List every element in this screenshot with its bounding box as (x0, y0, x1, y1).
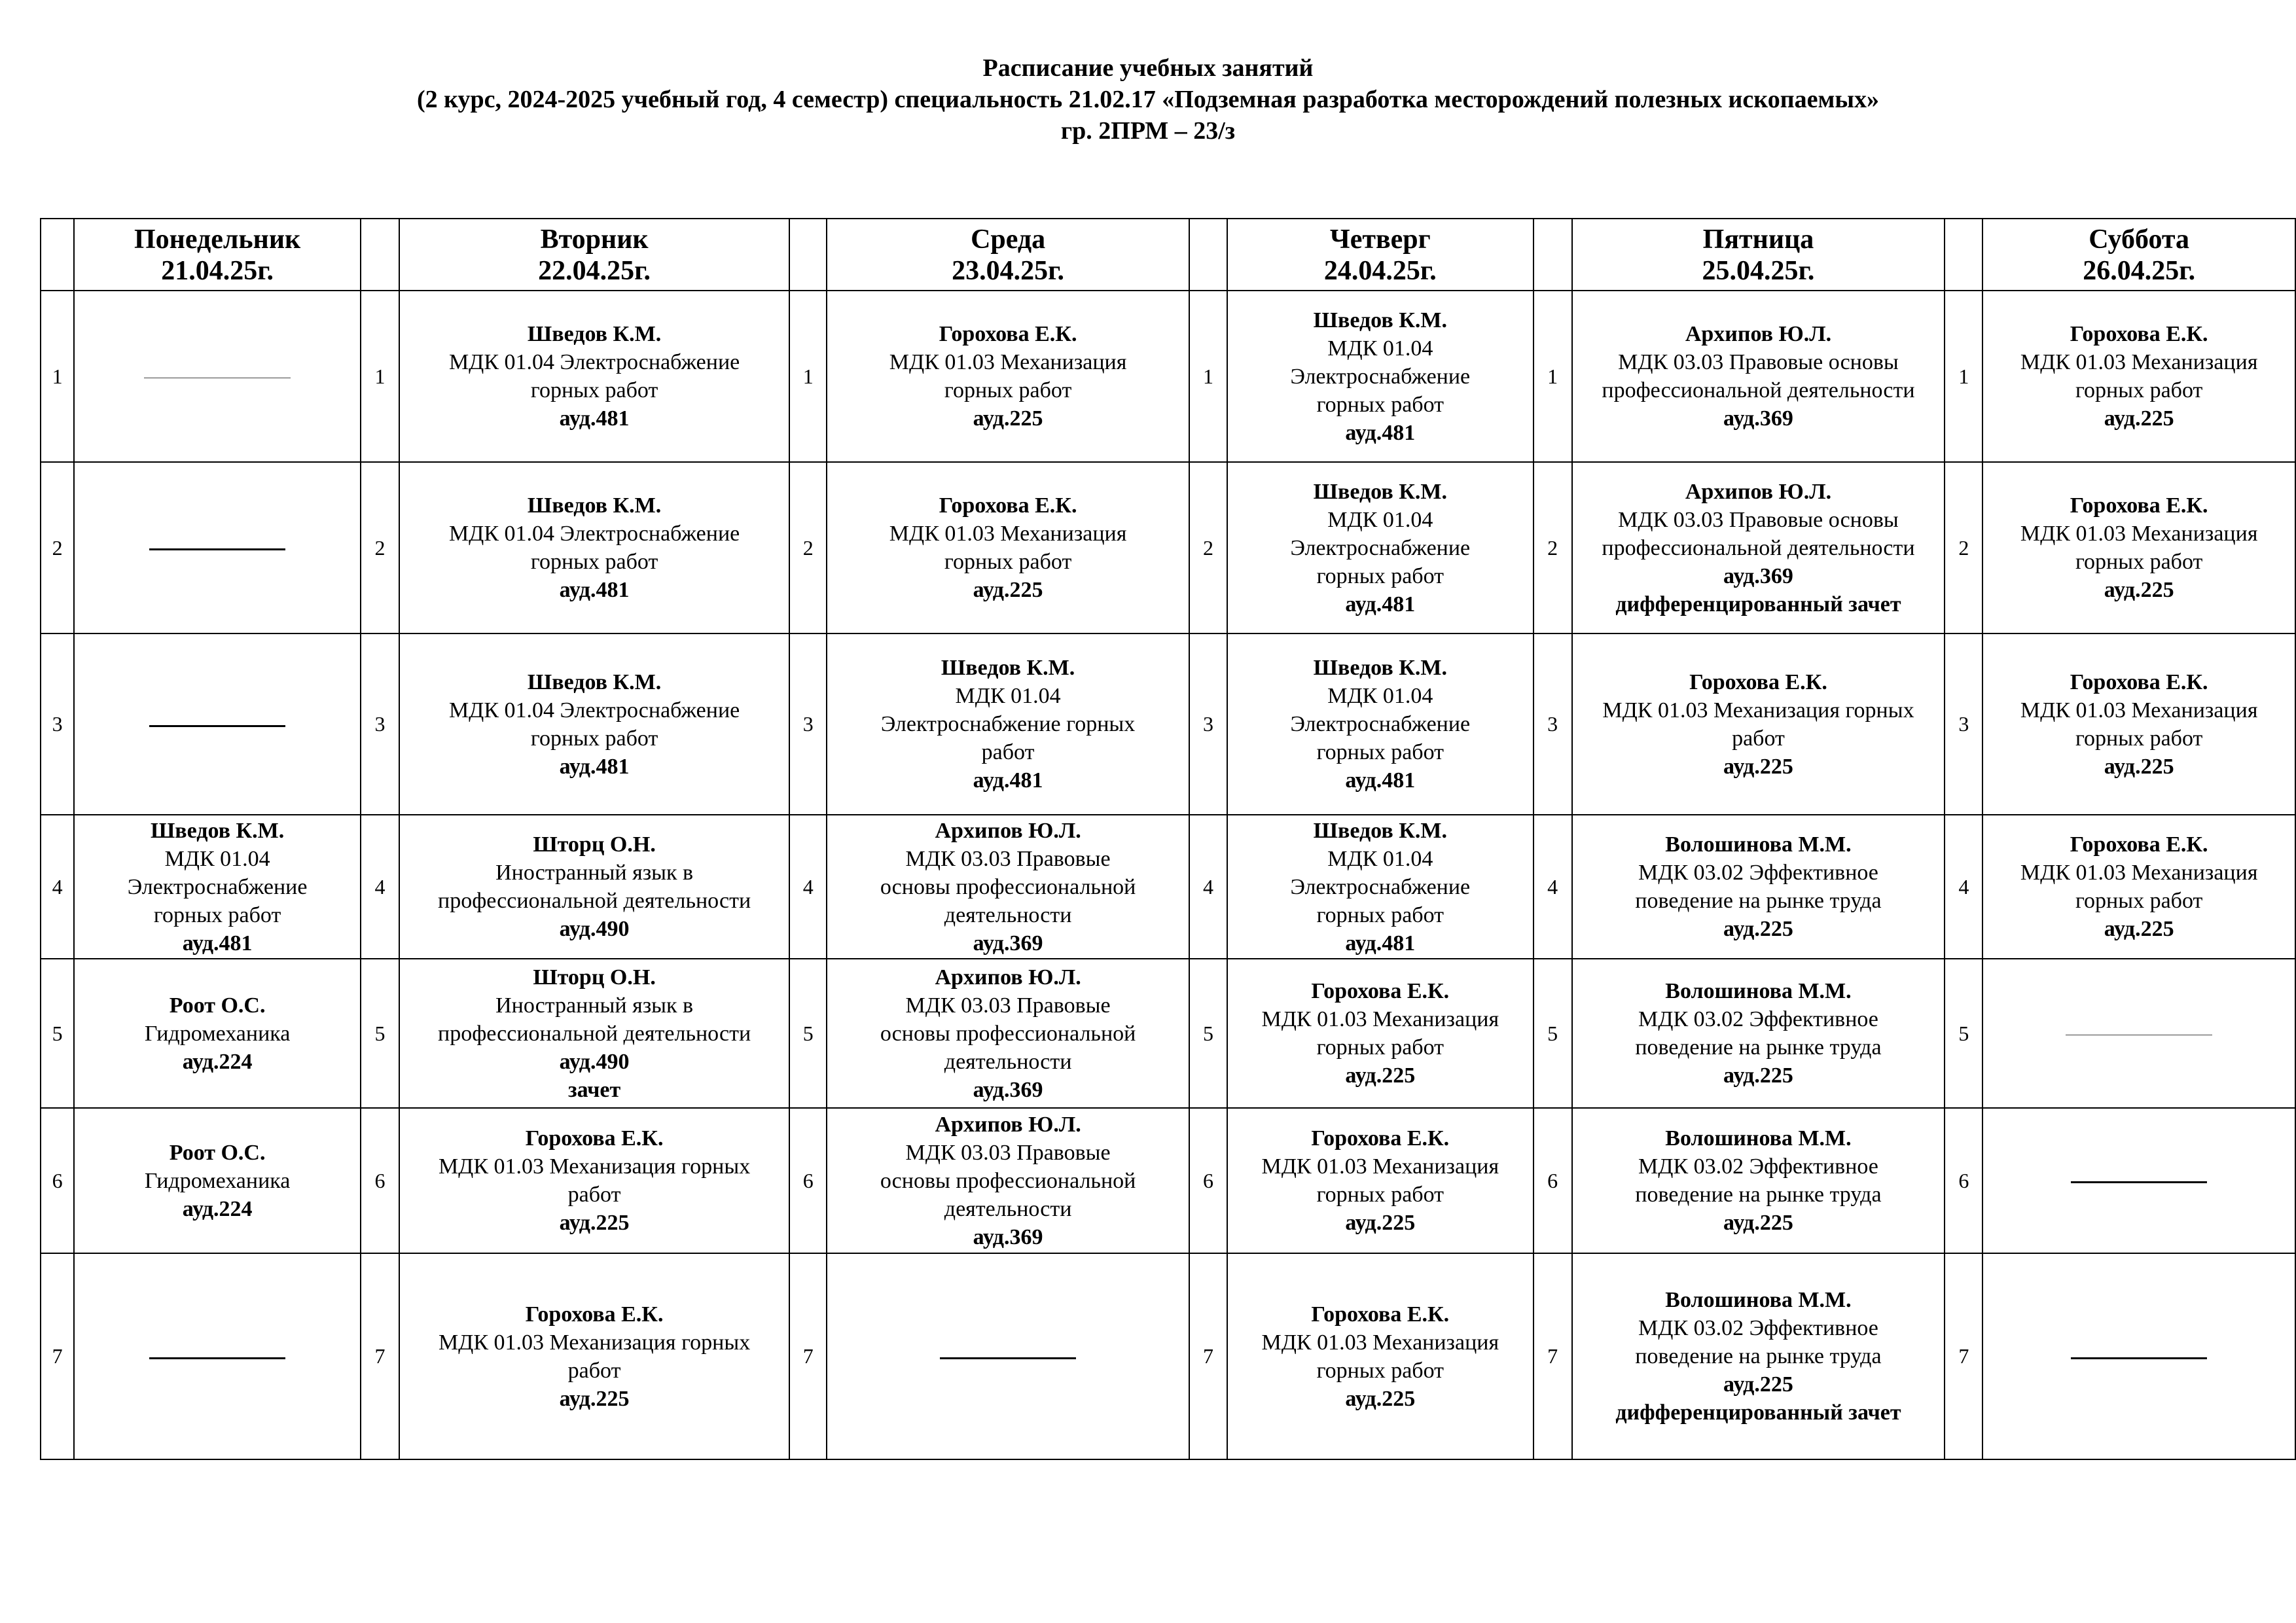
class-cell (1572, 1108, 1945, 1253)
class-cell (1572, 633, 1945, 815)
pair-number: 1 (1189, 291, 1227, 462)
class-cell (74, 959, 361, 1108)
class-cell (1982, 291, 2295, 462)
teacher-name: Горохова Е.К. (1311, 979, 1450, 1003)
room-number: ауд.481 (1345, 420, 1416, 445)
subject-text: МДК 01.04 (1327, 846, 1433, 871)
class-cell (399, 291, 789, 462)
subject-text: поведение на рынке труда (1635, 1035, 1882, 1060)
pair-number: 1 (1534, 291, 1572, 462)
subject-text: профессиональной деятельности (1602, 378, 1915, 402)
subject-text: Электроснабжение (1290, 874, 1471, 899)
subject-text: горных работ (1316, 902, 1444, 927)
day-name: Четверг (1329, 224, 1431, 255)
pair-number: 7 (1945, 1253, 1982, 1459)
empty-slot-line (149, 548, 285, 550)
subject-text: горных работ (2075, 550, 2203, 574)
day-date: 24.04.25г. (1323, 256, 1437, 286)
subject-text: МДК 03.03 Правовые (905, 993, 1111, 1018)
pair-number: 2 (1189, 462, 1227, 633)
subject-text: горных работ (153, 902, 281, 927)
subject-text: МДК 01.03 Механизация (1261, 1007, 1499, 1031)
room-number: ауд.225 (1723, 754, 1793, 779)
room-number: ауд.481 (559, 754, 630, 779)
room-number: ауд.225 (973, 406, 1043, 431)
subject-text: МДК 03.02 Эффективное (1638, 861, 1878, 885)
subject-text: профессиональной деятельности (438, 1021, 751, 1046)
pair-number-header (1534, 219, 1572, 291)
class-cell (399, 462, 789, 633)
class-cell (827, 1108, 1189, 1253)
teacher-name: Волошинова М.М. (1665, 832, 1852, 857)
pair-number: 6 (361, 1108, 399, 1253)
pair-number-header (41, 219, 74, 291)
class-cell (1572, 959, 1945, 1108)
subject-text: основы профессиональной (880, 1168, 1136, 1193)
schedule-row (41, 1108, 2295, 1253)
teacher-name: Шведов К.М. (941, 656, 1075, 680)
empty-slot-line (940, 1357, 1076, 1359)
subject-text: Электроснабжение (127, 874, 308, 899)
room-number: ауд.225 (559, 1386, 630, 1411)
room-number: ауд.225 (1345, 1063, 1416, 1088)
empty-slot-line (2071, 1181, 2207, 1183)
pair-number: 6 (789, 1108, 827, 1253)
empty-slot-line (2071, 1357, 2207, 1359)
teacher-name: Шведов К.М. (527, 669, 662, 694)
pair-number-header (1189, 219, 1227, 291)
room-number: ауд.225 (2104, 406, 2174, 431)
subject-text: горных работ (2075, 378, 2203, 402)
pair-number: 7 (41, 1253, 74, 1459)
subject-text: Электроснабжение (1290, 535, 1471, 560)
room-number: ауд.490 (559, 1049, 630, 1074)
subject-text: МДК 01.03 Механизация (889, 350, 1127, 374)
teacher-name: Архипов Ю.Л. (1685, 479, 1832, 504)
subject-text: горных работ (1316, 740, 1444, 764)
day-date: 26.04.25г. (2083, 256, 2196, 286)
subject-text: МДК 01.04 Электроснабжение (448, 350, 740, 374)
class-cell (74, 633, 361, 815)
class-cell (1982, 959, 2295, 1108)
pair-number: 2 (1534, 462, 1572, 633)
class-cell (1227, 633, 1534, 815)
subject-text: работ (1732, 726, 1785, 751)
class-cell (1227, 1108, 1534, 1253)
pair-number: 6 (1945, 1108, 1982, 1253)
assessment-note: зачет (567, 1077, 621, 1102)
teacher-name: Горохова Е.К. (525, 1126, 664, 1150)
subject-text: работ (567, 1183, 621, 1207)
class-cell (1982, 1253, 2295, 1459)
room-number: ауд.225 (1723, 1211, 1793, 1235)
subject-text: поведение на рынке труда (1635, 1183, 1882, 1207)
subject-text: основы профессиональной (880, 1021, 1136, 1046)
subject-text: МДК 03.02 Эффективное (1638, 1007, 1878, 1031)
room-number: ауд.225 (1345, 1386, 1416, 1411)
teacher-name: Шторц О.Н. (533, 965, 656, 990)
pair-number: 1 (41, 291, 74, 462)
room-number: ауд.490 (559, 917, 630, 941)
pair-number: 7 (361, 1253, 399, 1459)
class-cell (1982, 815, 2295, 959)
subject-text: МДК 01.04 (1327, 684, 1433, 708)
subject-text: основы профессиональной (880, 874, 1136, 899)
subject-text: поведение на рынке труда (1635, 889, 1882, 913)
days-header-row (41, 219, 2295, 291)
subject-text: МДК 01.03 Механизация (2020, 350, 2258, 374)
subject-text: горных работ (2075, 726, 2203, 751)
document-header (0, 52, 2296, 147)
room-number: ауд.481 (182, 931, 253, 955)
day-header (827, 219, 1189, 291)
room-number: ауд.225 (2104, 917, 2174, 941)
day-name: Пятница (1702, 224, 1814, 255)
teacher-name: Архипов Ю.Л. (935, 1112, 1081, 1137)
teacher-name: Шторц О.Н. (533, 832, 656, 857)
class-cell (74, 1253, 361, 1459)
pair-number: 4 (361, 815, 399, 959)
day-name: Среда (971, 224, 1046, 255)
teacher-name: Горохова Е.К. (939, 322, 1077, 346)
room-number: ауд.225 (2104, 578, 2174, 602)
teacher-name: Архипов Ю.Л. (935, 818, 1081, 843)
pair-number: 5 (1534, 959, 1572, 1108)
pair-number: 1 (361, 291, 399, 462)
room-number: ауд.224 (182, 1196, 253, 1221)
subject-text: МДК 03.03 Правовые основы (1618, 350, 1899, 374)
class-cell (1982, 633, 2295, 815)
subject-text: горных работ (530, 378, 658, 402)
group-label: гр. 2ПРМ – 23/з (1060, 117, 1236, 145)
class-cell (827, 291, 1189, 462)
teacher-name: Волошинова М.М. (1665, 1288, 1852, 1312)
room-number: ауд.481 (559, 578, 630, 602)
subject-text: горных работ (1316, 392, 1444, 417)
day-date: 21.04.25г. (161, 256, 274, 286)
day-date: 25.04.25г. (1702, 256, 1815, 286)
pair-number: 6 (41, 1108, 74, 1253)
class-cell (399, 959, 789, 1108)
class-cell (827, 1253, 1189, 1459)
pair-number: 2 (789, 462, 827, 633)
class-cell (399, 815, 789, 959)
schedule-row (41, 1253, 2295, 1459)
subject-text: МДК 01.04 (164, 846, 270, 871)
subject-text: работ (981, 740, 1035, 764)
teacher-name: Горохова Е.К. (2070, 669, 2208, 694)
room-number: ауд.369 (973, 931, 1043, 955)
teacher-name: Шведов К.М. (1313, 308, 1447, 332)
class-cell (827, 462, 1189, 633)
schedule-row (41, 959, 2295, 1108)
teacher-name: Шведов К.М. (1313, 479, 1447, 504)
pair-number-header (789, 219, 827, 291)
subject-text: горных работ (944, 550, 1072, 574)
pair-number: 4 (1945, 815, 1982, 959)
empty-slot-line (149, 725, 285, 727)
subject-text: МДК 01.03 Механизация (1261, 1330, 1499, 1355)
subject-text: МДК 03.03 Правовые основы (1618, 507, 1899, 532)
subject-text: работ (567, 1358, 621, 1383)
class-cell (74, 1108, 361, 1253)
day-header (74, 219, 361, 291)
subject-text: деятельности (944, 1196, 1072, 1221)
day-header (1982, 219, 2295, 291)
pair-number: 4 (41, 815, 74, 959)
pair-number: 1 (789, 291, 827, 462)
pair-number: 2 (41, 462, 74, 633)
subject-text: горных работ (1316, 1183, 1444, 1207)
subject-text: Гидромеханика (144, 1021, 291, 1046)
room-number: ауд.481 (559, 406, 630, 431)
teacher-name: Горохова Е.К. (2070, 832, 2208, 857)
class-cell (827, 633, 1189, 815)
class-cell (1227, 1253, 1534, 1459)
schedule-table (40, 218, 2296, 1460)
subject-text: деятельности (944, 902, 1072, 927)
subject-text: МДК 01.04 Электроснабжение (448, 698, 740, 722)
teacher-name: Роот О.С. (169, 993, 266, 1018)
class-cell (1227, 291, 1534, 462)
teacher-name: Горохова Е.К. (1311, 1302, 1450, 1327)
pair-number: 3 (361, 633, 399, 815)
day-date: 22.04.25г. (538, 256, 651, 286)
subject-text: Иностранный язык в (495, 861, 694, 885)
day-date: 23.04.25г. (952, 256, 1064, 286)
subject-text: профессиональной деятельности (438, 889, 751, 913)
room-number: ауд.369 (973, 1077, 1043, 1102)
schedule-row (41, 815, 2295, 959)
teacher-name: Роот О.С. (169, 1140, 266, 1165)
pair-number: 3 (1945, 633, 1982, 815)
class-cell (399, 1253, 789, 1459)
class-cell (1982, 1108, 2295, 1253)
teacher-name: Горохова Е.К. (2070, 322, 2208, 346)
day-name: Вторник (540, 224, 649, 255)
subject-text: МДК 01.04 Электроснабжение (448, 522, 740, 546)
class-cell (1982, 462, 2295, 633)
teacher-name: Горохова Е.К. (1689, 669, 1827, 694)
room-number: ауд.481 (1345, 592, 1416, 616)
subject-text: МДК 01.04 (1327, 507, 1433, 532)
schedule-row (41, 291, 2295, 462)
class-cell (74, 815, 361, 959)
teacher-name: Волошинова М.М. (1665, 979, 1852, 1003)
pair-number: 3 (789, 633, 827, 815)
pair-number: 4 (1189, 815, 1227, 959)
room-number: ауд.225 (1723, 1063, 1793, 1088)
room-number: ауд.481 (1345, 768, 1416, 793)
document-subtitle: (2 курс, 2024-2025 учебный год, 4 семестр) специальность 21.02.17 «Подземная разработка месторождений полезных ископаемых» (416, 86, 1880, 113)
room-number: ауд.225 (973, 578, 1043, 602)
pair-number: 3 (1534, 633, 1572, 815)
pair-number: 2 (361, 462, 399, 633)
teacher-name: Архипов Ю.Л. (935, 965, 1081, 990)
schedule-row (41, 633, 2295, 815)
subject-text: МДК 03.02 Эффективное (1638, 1316, 1878, 1340)
teacher-name: Волошинова М.М. (1665, 1126, 1852, 1150)
teacher-name: Шведов К.М. (1313, 656, 1447, 680)
subject-text: Электроснабжение (1290, 712, 1471, 736)
room-number: ауд.369 (973, 1224, 1043, 1249)
class-cell (1572, 291, 1945, 462)
document-title: Расписание учебных занятий (982, 54, 1314, 82)
subject-text: МДК 03.03 Правовые (905, 846, 1111, 871)
subject-text: МДК 01.03 Механизация горных (438, 1330, 751, 1355)
teacher-name: Шведов К.М. (527, 493, 662, 518)
pair-number: 7 (1189, 1253, 1227, 1459)
room-number: ауд.225 (2104, 754, 2174, 779)
class-cell (1572, 1253, 1945, 1459)
subject-text: Электроснабжение горных (880, 712, 1136, 736)
subject-text: МДК 03.02 Эффективное (1638, 1154, 1878, 1179)
pair-number-header (1945, 219, 1982, 291)
subject-text: МДК 01.03 Механизация (889, 522, 1127, 546)
room-number: ауд.225 (1723, 917, 1793, 941)
room-number: ауд.225 (559, 1211, 630, 1235)
teacher-name: Горохова Е.К. (525, 1302, 664, 1327)
pair-number: 2 (1945, 462, 1982, 633)
teacher-name: Горохова Е.К. (1311, 1126, 1450, 1150)
room-number: ауд.369 (1723, 563, 1793, 588)
pair-number: 3 (1189, 633, 1227, 815)
subject-text: горных работ (944, 378, 1072, 402)
subject-text: горных работ (1316, 563, 1444, 588)
subject-text: горных работ (530, 550, 658, 574)
pair-number: 3 (41, 633, 74, 815)
subject-text: Электроснабжение (1290, 364, 1471, 389)
subject-text: МДК 01.03 Механизация (2020, 698, 2258, 722)
class-cell (1227, 959, 1534, 1108)
teacher-name: Шведов К.М. (1313, 818, 1447, 843)
subject-text: МДК 01.03 Механизация (1261, 1154, 1499, 1179)
day-name: Понедельник (134, 224, 301, 255)
day-header (1227, 219, 1534, 291)
subject-text: горных работ (1316, 1358, 1444, 1383)
room-number: ауд.369 (1723, 406, 1793, 431)
subject-text: поведение на рынке труда (1635, 1344, 1882, 1368)
pair-number: 7 (1534, 1253, 1572, 1459)
subject-text: МДК 03.03 Правовые (905, 1140, 1111, 1165)
class-cell (1572, 462, 1945, 633)
subject-text: МДК 01.04 (1327, 336, 1433, 361)
day-header (1572, 219, 1945, 291)
day-header (399, 219, 789, 291)
class-cell (399, 633, 789, 815)
assessment-note: дифференцированный зачет (1615, 592, 1901, 616)
pair-number: 7 (789, 1253, 827, 1459)
pair-number: 5 (1189, 959, 1227, 1108)
class-cell (74, 462, 361, 633)
pair-number: 5 (789, 959, 827, 1108)
class-cell (1227, 815, 1534, 959)
room-number: ауд.224 (182, 1049, 253, 1074)
pair-number: 4 (789, 815, 827, 959)
pair-number: 5 (41, 959, 74, 1108)
pair-number: 5 (361, 959, 399, 1108)
subject-text: МДК 01.03 Механизация (2020, 861, 2258, 885)
room-number: ауд.225 (1345, 1211, 1416, 1235)
teacher-name: Шведов К.М. (150, 818, 285, 843)
class-cell (827, 815, 1189, 959)
subject-text: деятельности (944, 1049, 1072, 1074)
pair-number-header (361, 219, 399, 291)
subject-text: МДК 01.03 Механизация горных (438, 1154, 751, 1179)
subject-text: горных работ (530, 726, 658, 751)
pair-number: 6 (1189, 1108, 1227, 1253)
room-number: ауд.225 (1723, 1372, 1793, 1397)
subject-text: МДК 01.03 Механизация горных (1602, 698, 1914, 722)
class-cell (827, 959, 1189, 1108)
class-cell (399, 1108, 789, 1253)
subject-text: Гидромеханика (144, 1168, 291, 1193)
assessment-note: дифференцированный зачет (1615, 1400, 1901, 1425)
teacher-name: Горохова Е.К. (2070, 493, 2208, 518)
teacher-name: Архипов Ю.Л. (1685, 322, 1832, 346)
subject-text: МДК 01.04 (955, 684, 1061, 708)
room-number: ауд.481 (1345, 931, 1416, 955)
pair-number: 5 (1945, 959, 1982, 1108)
class-cell (1572, 815, 1945, 959)
subject-text: горных работ (2075, 889, 2203, 913)
class-cell (1227, 462, 1534, 633)
subject-text: горных работ (1316, 1035, 1444, 1060)
pair-number: 6 (1534, 1108, 1572, 1253)
teacher-name: Шведов К.М. (527, 322, 662, 346)
class-cell (74, 291, 361, 462)
subject-text: Иностранный язык в (495, 993, 694, 1018)
empty-slot-line (149, 1357, 285, 1359)
pair-number: 4 (1534, 815, 1572, 959)
room-number: ауд.481 (973, 768, 1043, 793)
teacher-name: Горохова Е.К. (939, 493, 1077, 518)
schedule-row (41, 462, 2295, 633)
day-name: Суббота (2089, 224, 2190, 255)
subject-text: МДК 01.03 Механизация (2020, 522, 2258, 546)
subject-text: профессиональной деятельности (1602, 535, 1915, 560)
pair-number: 1 (1945, 291, 1982, 462)
